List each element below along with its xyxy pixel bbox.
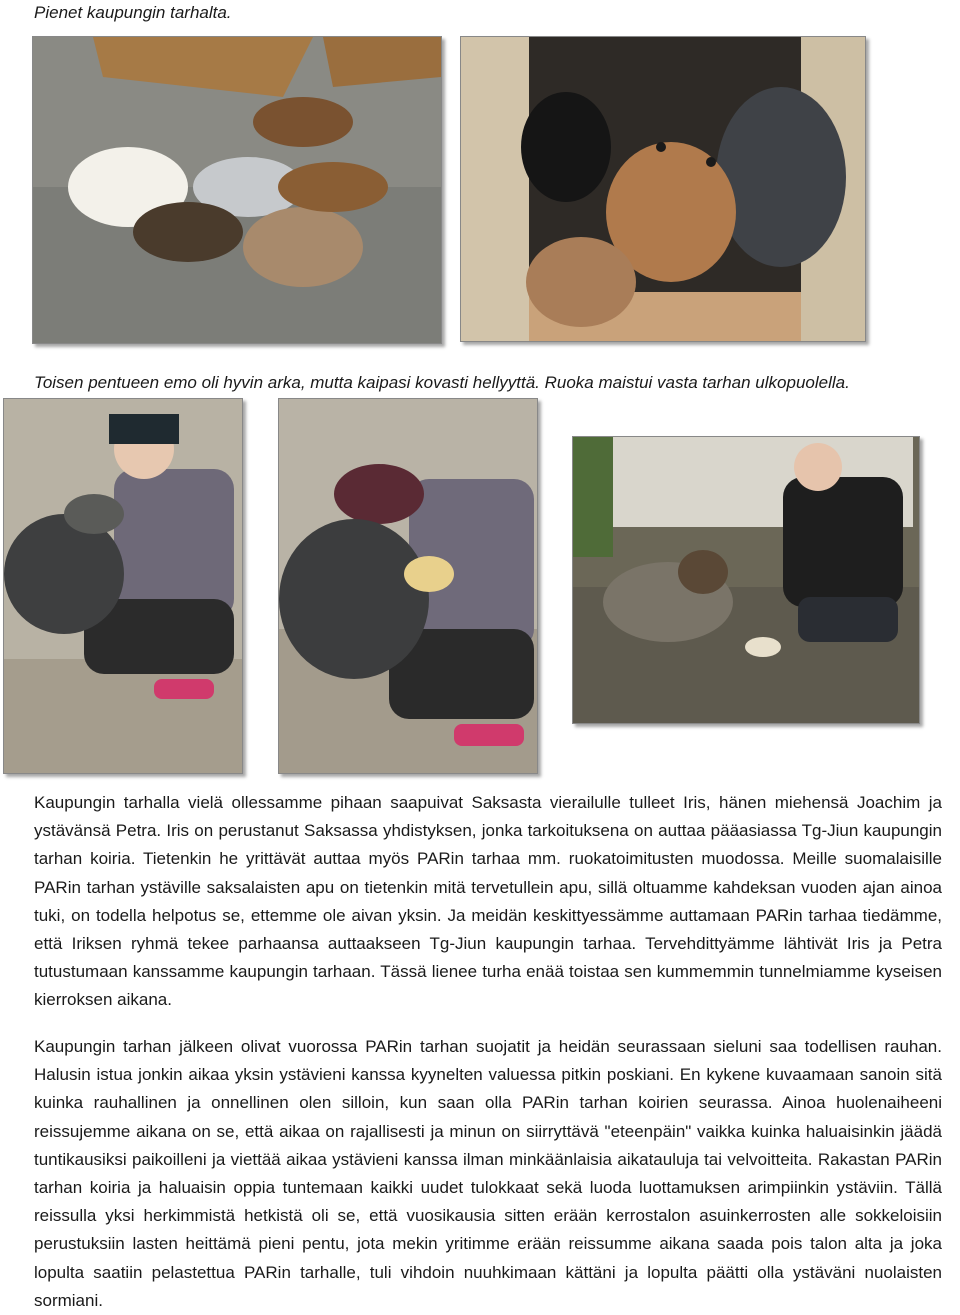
woman-feeding-dog-image <box>4 399 242 773</box>
paragraph-par-shelter: Kaupungin tarhan jälkeen olivat vuorossa PARin tarhan suojatit ja heidän seurassaan sieluni saa todellisen rauhan. Halusin istua jonkin aikaa yksin ystävieni kanssa kyynelten valuessa pitkin poskiani. En kykene kuvaamaan sanoin sitä kuinka rauhallinen ja onnellinen olen silloin, kun saan olla PARin tarhan koirien seurassa. Ainoa huolenaiheeni reissujemme aikana on se, että aikaa on rajallisesti ja minun on siirryttävä "eteenpäin" vaikka kuinka haluaisinkin jäädä tuntikausiksi paikoilleni ja viettää aikaa ystävieni kanssa ilman minkäänlaisia aikatauluja tai velvoitteita. Rakastan PARin tarhan koiria ja haluaisin oppia tuntemaan kaikki uudet tulokkaat sekä luoda luottamuksen arimpiinkin ystäviin. Tällä reissulla yksi herkimmistä hetkistä oli se, että vuosikausia sitten erään kerrostalon asuinkerrosten alle sokkeloisiin perustuksiin lasten heittämä pieni pentu, jota mekin yritimme erään reissumme aikana saada pois talon alta ja joka lopulta saatiin pelastettua PARin tarhalle, tuli vihdoin nuuhkimaan kättäni ja lopulta päätti olla ystäväni nuolaisten sormiani. <box>34 1037 942 1310</box>
photo-woman-hugging-dog <box>278 398 538 774</box>
caption-mother-dog: Toisen pentueen emo oli hyvin arka, mutta kaipasi kovasti hellyyttä. Ruoka maistui vasta tarhan ulkopuolella. <box>34 373 850 392</box>
photo-man-feeding-dog <box>572 436 920 724</box>
woman-hugging-dog-image <box>279 399 537 773</box>
photo-puppies-in-box <box>460 36 866 342</box>
puppies-eating-image <box>33 37 441 343</box>
caption-puppies: Pienet kaupungin tarhalta. <box>34 3 232 22</box>
man-feeding-dog-image <box>573 437 919 723</box>
photo-woman-feeding-dog <box>3 398 243 774</box>
photo-puppies-eating <box>32 36 442 344</box>
puppies-in-box-image <box>461 37 865 341</box>
paragraph-visit: Kaupungin tarhalla vielä ollessamme pihaan saapuivat Saksasta vierailulle tulleet Iris, hänen miehensä Joachim ja ystävänsä Petra. Iris on perustanut Saksassa yhdistyksen, jonka tarkoituksena on auttaa pääasiassa Tg-Jiun kaupungin tarhan koiria. Tietenkin he yrittävät auttaa myös PARin tarhaa mm. ruokatoimitusten muodossa. Meille suomalaisille PARin tarhan ystäville saksalaisten apu on tietenkin mitä tervetullein apu, sillä oltuamme kahdeksan vuoden ajan ainoa tuki, on todella helpotus se, ettemme ole aivan yksin. Ja meidän keskittyessämme auttamaan PARin tarhaa tiedämme, että Iriksen ryhmä tekee parhaansa auttaakseen Tg-Jiun kaupungin tarhaa. Tervehdittyämme lähtivät Iris ja Petra tutustumaan kanssamme kaupungin tarhaan. Tässä lienee turha enää toistaa sen kummemmin tunnelmiamme kyseisen kierroksen aikana. <box>34 793 942 1010</box>
